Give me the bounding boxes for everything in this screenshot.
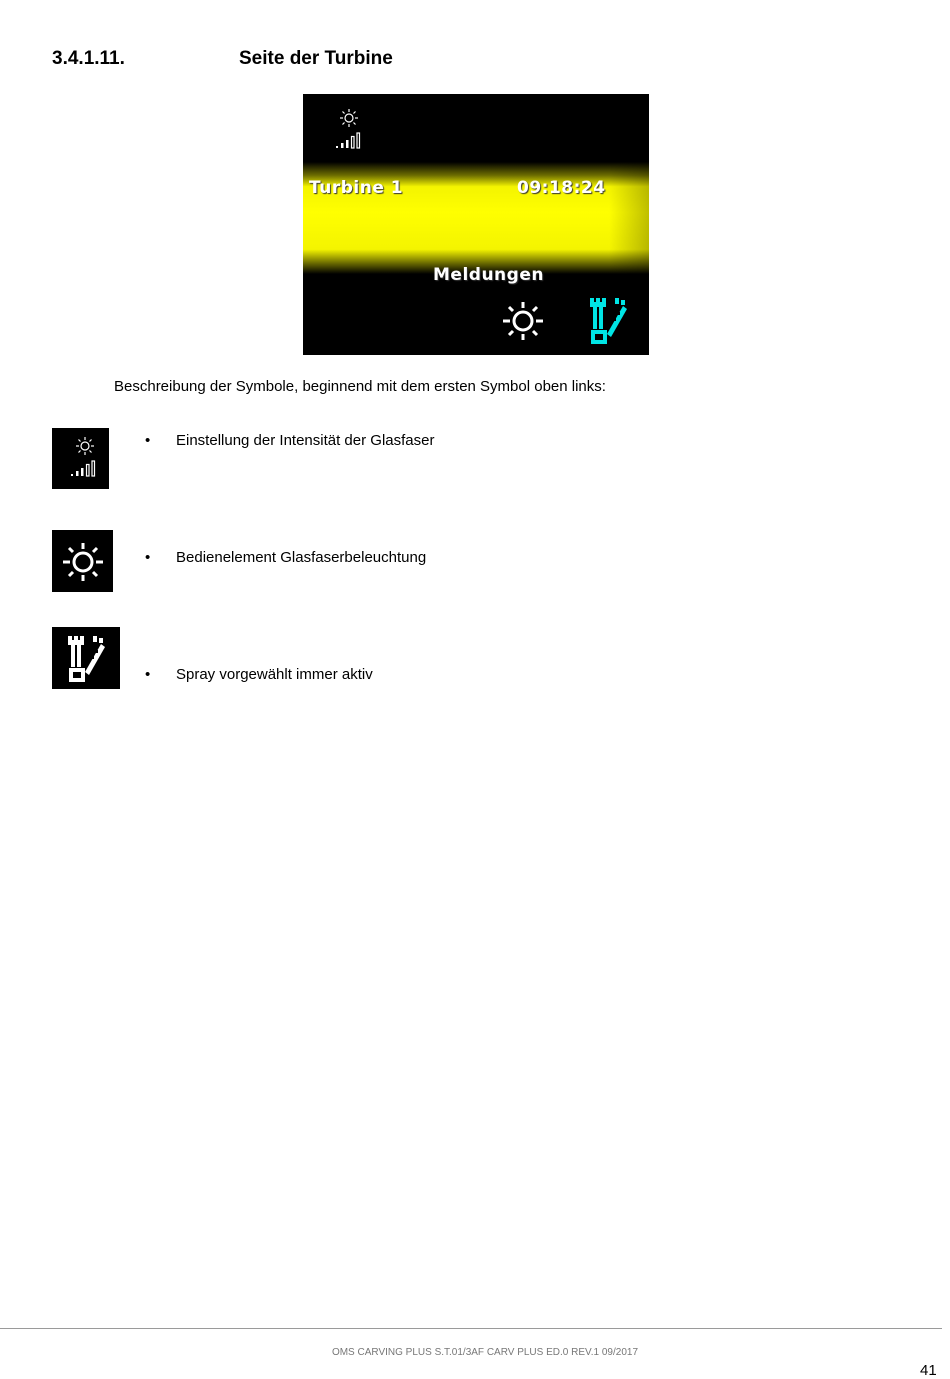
meldungen-label[interactable]: Meldungen (433, 265, 544, 285)
light-control-icon (61, 539, 105, 585)
symbol-3-box (52, 627, 120, 689)
bullet: • (145, 666, 151, 683)
light-control-icon[interactable] (501, 298, 545, 344)
symbol-2-box (52, 530, 113, 592)
symbol-1-box (52, 428, 109, 489)
intro-text: Beschreibung der Symbole, beginnend mit dem ersten Symbol oben links: (114, 378, 606, 395)
spray-icon[interactable] (587, 296, 631, 346)
clock: 09:18:24 (517, 178, 606, 198)
symbol-1-description: Einstellung der Intensität der Glasfaser (176, 432, 435, 449)
turbine-label: Turbine 1 (309, 178, 404, 198)
section-number: 3.4.1.11. (52, 48, 125, 69)
symbol-2-description: Bedienelement Glasfaserbeleuchtung (176, 549, 427, 566)
spray-icon (65, 634, 109, 684)
section-title: Seite der Turbine (239, 48, 393, 69)
footer-rule (0, 1328, 942, 1329)
page-number: 41 (920, 1362, 937, 1379)
brightness-level-icon (68, 434, 102, 480)
brightness-level-icon[interactable] (333, 106, 369, 150)
symbol-3-description: Spray vorgewählt immer aktiv (176, 666, 373, 683)
bullet: • (145, 432, 151, 449)
footer-text: OMS CARVING PLUS S.T.01/3AF CARV PLUS ED.0 REV.1 09/2017 (331, 1347, 639, 1358)
device-screen (303, 94, 649, 355)
bullet: • (145, 549, 151, 566)
